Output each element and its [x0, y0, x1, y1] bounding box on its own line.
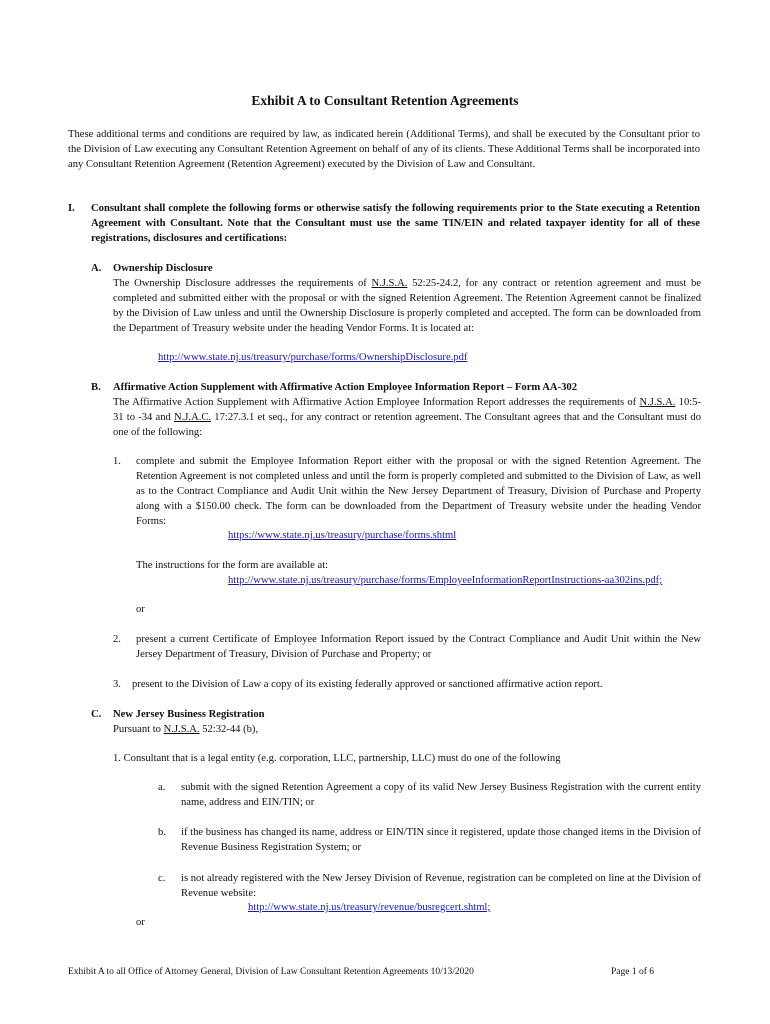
section-a-letter: A.	[91, 263, 102, 274]
b-item-1-text: complete and submit the Employee Information Report either with the proposal or with the signed Retention Agreement. The Retention Agreement is not completed unless and until the form is properly completed and submitted to the Division of Law, as well as to the Contract Compliance and Audit Unit within the New Jersey Department of Treasury, Division of Purchase and Property along with a $150.00 check. The form can be downloaded from the Department of Treasury website under the heading Vendor Forms:	[136, 456, 701, 527]
page-title: Exhibit A to Consultant Retention Agreements	[251, 93, 519, 108]
section-a-body	[113, 276, 701, 336]
section-b-text-3: 17:27.3.1 et seq., for any contract or retention agreement. The Consultant agrees that and the Consultant must do one of the following:	[113, 412, 701, 438]
c-item-b-letter: b.	[158, 827, 166, 838]
c-item-c-letter: c.	[158, 873, 166, 884]
or-text: or	[136, 604, 145, 615]
intro-paragraph: These additional terms and conditions are required by law, as indicated herein (Additional Terms), and shall be executed by the Consultant prior to the Division of Law executing any Consultant Retention Agreement on behalf of any of its clients. These Additional Terms shall be incorporated into any Consultant Retention Agreement (Retention Agreement) executed by the Division of Law and Consultant.	[68, 129, 700, 170]
section-b-body	[113, 395, 701, 440]
b-item-1-number: 1.	[113, 456, 121, 467]
njac-reference: N.J.A.C.	[174, 412, 212, 423]
section-b-text-2: 10:5-31 to -34 and	[113, 397, 702, 423]
section-c-text-2: 52:32-44 (b),	[202, 724, 259, 735]
section-a-text-1: The Ownership Disclosure addresses the requirements of	[113, 278, 367, 289]
c-item-a-text: submit with the signed Retention Agreement a copy of its valid New Jersey Business Registration with the current entity name, address and EIN/TIN; or	[181, 782, 701, 808]
section-c-text-1: Pursuant to	[113, 724, 161, 735]
section-b-text-1: The Affirmative Action Supplement with Affirmative Action Employee Information Report addresses the requirements of	[113, 397, 637, 408]
section-1-text: Consultant shall complete the following forms or otherwise satisfy the following requirements prior to the State executing a Retention Agreement with Consultant. Note that the Consultant must use the same TIN/EIN and related taxpayer identity for all of these registrations, disclosures and certifications:	[91, 203, 700, 244]
or-text: or	[136, 917, 145, 928]
section-b-letter: B.	[91, 382, 101, 393]
page-number: Page 1 of 6	[611, 967, 655, 977]
ownership-disclosure-link[interactable]: http://www.state.nj.us/treasury/purchase/forms/OwnershipDisclosure.pdf	[158, 352, 468, 363]
c-item-1-text: 1. Consultant that is a legal entity (e.g. corporation, LLC, partnership, LLC) must do one of the following	[113, 753, 561, 764]
section-c-heading: New Jersey Business Registration	[113, 709, 265, 720]
section-c-body	[113, 722, 701, 737]
c-item-c-text: is not already registered with the New Jersey Division of Revenue, registration can be completed on line at the Division of Revenue website:	[181, 873, 701, 899]
section-a-text-2: 52:25-24.2, for any contract or retention agreement and must be completed and submitted either with the proposal or with the signed Retention Agreement. The Retention Agreement cannot be finalized by the Division of Law unless and until the Ownership Disclosure is properly completed and accepted. The form can be downloaded from the Department of Treasury website under the heading Vendor Forms. It is located at:	[113, 278, 701, 334]
njsa-reference: N.J.S.A.	[163, 724, 200, 735]
c-item-b-text: if the business has changed its name, address or EIN/TIN since it registered, update those changed items in the Division of Revenue Business Registration System; or	[181, 827, 701, 853]
njsa-reference: N.J.S.A.	[371, 278, 408, 289]
footer-text: Exhibit A to all Office of Attorney General, Division of Law Consultant Retention Agreements 10/13/2020	[68, 967, 474, 977]
c-item-a-letter: a.	[158, 782, 166, 793]
section-1-number: I.	[68, 203, 75, 214]
vendor-forms-link[interactable]: https://www.state.nj.us/treasury/purchase/forms.shtml	[228, 530, 457, 541]
section-c-letter: C.	[91, 709, 102, 720]
instructions-link[interactable]: http://www.state.nj.us/treasury/purchase/forms/EmployeeInformationReportInstructions-aa302ins.pdf;	[228, 575, 663, 586]
b-item-2-number: 2.	[113, 634, 121, 645]
b-item-3-number: 3.	[113, 679, 121, 690]
b-item-3-text: present to the Division of Law a copy of its existing federally approved or sanctioned affirmative action report.	[132, 679, 603, 690]
njsa-reference: N.J.S.A.	[639, 397, 676, 408]
business-registration-link[interactable]: http://www.state.nj.us/treasury/revenue/busregcert.shtml;	[248, 902, 491, 913]
instructions-label: The instructions for the form are available at:	[136, 560, 329, 571]
b-item-2-text: present a current Certificate of Employee Information Report issued by the Contract Compliance and Audit Unit within the New Jersey Department of Treasury, Division of Purchase and Property; or	[136, 634, 701, 660]
section-a-heading: Ownership Disclosure	[113, 263, 213, 274]
section-b-heading: Affirmative Action Supplement with Affirmative Action Employee Information Report – Form AA-302	[113, 382, 578, 393]
